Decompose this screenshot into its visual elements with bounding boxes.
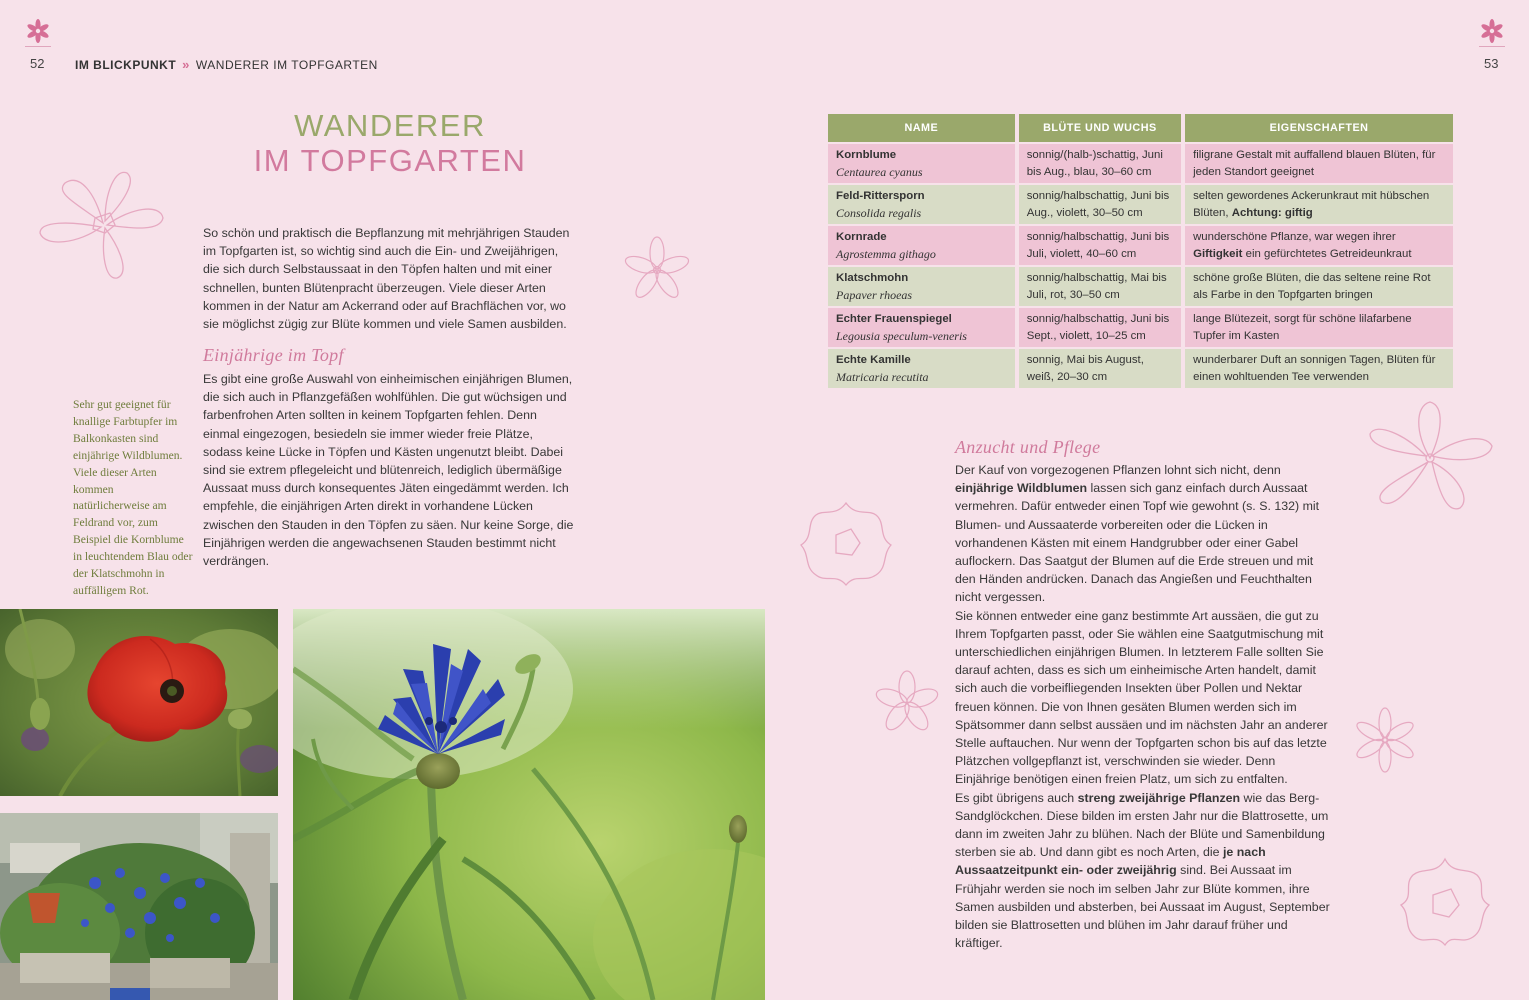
flower-outline-icon bbox=[1395, 855, 1495, 950]
flower-outline-icon bbox=[622, 236, 692, 304]
props-cell: lange Blütezeit, sorgt für schöne lilafarbene Tupfer im Kasten bbox=[1185, 308, 1453, 347]
topic-label: WANDERER IM TOPFGARTEN bbox=[195, 58, 378, 72]
highlight: je nach Aussaatzeitpunkt ein- oder zweijährig bbox=[955, 845, 1266, 878]
plant-name: Kornrade bbox=[836, 231, 887, 243]
page-number-left: 52 bbox=[30, 56, 45, 71]
section1-text: Es gibt eine große Auswahl von einheimischen einjährigen Blumen, die sich auch in Pflanzgefäßen wohlfühlen. Die gut wüchsigen und farbenfrohen Arten sollten in keinem Topfgarten fehlen. Denn einmal eingezogen, besiedeln sie immer wieder freie Plätze, sodass keine Lücke in Töpfen und Kästen ungenutzt bleibt. Dabei sind sie extrem pflegeleicht und blütenreich, lediglich übermäßige Aussaat muss durch konsequentes Jäten eingedämmt werden. Ich empfehle, die einjährigen Arten direkt in vorhandene Lücken zwischen den Stauden in den Töpfen zu säen. Nur keine Sorge, die Einjährigen werden die angewachsenen Stauden bestimmt nicht verdrängen. bbox=[203, 372, 574, 569]
flower-outline-icon bbox=[35, 163, 175, 283]
bloom-cell: sonnig/halbschattig, Juni bis Sept., violett, 10–25 cm bbox=[1019, 308, 1181, 347]
plant-cell bbox=[828, 226, 1015, 265]
article-title-line2: IM TOPFGARTEN bbox=[253, 143, 527, 178]
intro-text: So schön und praktisch die Bepflanzung mit mehrjährigen Stauden im Topfgarten ist, so wichtig sind auch die Ein- und Zweijährigen, die sich durch Selbstaussaat in den Töpfen halten und mit einer schnellen, bunten Blütenpracht überzeugen. Viele dieser Arten kommen in der Natur am Ackerrand oder auf Brachflächen vor, wo sie möglichst zügig zur Blüte kommen und viele Samen ausbilden. bbox=[203, 226, 570, 332]
text: lassen sich ganz einfach durch Aussaat vermehren. Dafür entweder einen Topf wie gewohnt (s. S. 132) mit Blumen- und Aussaaterde vorbereiten oder die Lücken in vorhandenen Kästen mit einem Handgrubber oder einer Gabel auflockern. Das Saatgut der Blumen auf die Erde streuen und mit den Händen andrücken. Danach das Angießen und Feuchthalten nicht vergessen. bbox=[955, 481, 1320, 605]
caption-text: Sehr gut geeignet für knallige Farbtupfer im Balkonkasten sind einjährige Wildblumen. Viele dieser Arten kommen natürlicherweise am Feldrand vor, zum Beispiel die Kornblume in leuchtendem Blau oder der Klatschmohn in auffälligem Rot. bbox=[73, 398, 193, 597]
highlight: streng zweijährige Pflanzen bbox=[1077, 790, 1241, 805]
highlight: einjährige Wildblumen bbox=[955, 481, 1088, 496]
table-row bbox=[828, 267, 1453, 306]
page-rule bbox=[25, 46, 51, 47]
paragraph bbox=[955, 789, 1333, 953]
plant-cell bbox=[828, 185, 1015, 224]
text: Es gibt übrigens auch bbox=[955, 790, 1078, 805]
plant-cell bbox=[828, 267, 1015, 306]
props-cell: wunderbarer Duft an sonnigen Tagen, Blüten für einen wohltuenden Tee verwenden bbox=[1185, 349, 1453, 388]
running-header bbox=[75, 57, 378, 72]
table-row bbox=[828, 349, 1453, 388]
plant-cell bbox=[828, 308, 1015, 347]
bloom-cell: sonnig, Mai bis August, weiß, 20–30 cm bbox=[1019, 349, 1181, 388]
plant-name: Kornblume bbox=[836, 149, 897, 161]
flower-outline-icon bbox=[872, 668, 942, 738]
plant-latin: Consolida regalis bbox=[836, 205, 922, 220]
text: wie das Berg-Sandglöckchen. Diese bilden im ersten Jahr nur die Blattrosette, um dann im zweiten Jahr zu blühen. Nach der Blüte und Samenbildung sterben sie ab. Und dann gibt es noch Arten, die bbox=[955, 790, 1329, 860]
table-header-properties: EIGENSCHAFTEN bbox=[1185, 114, 1453, 142]
props-highlight: Giftigkeit bbox=[1193, 247, 1243, 260]
plants-table bbox=[824, 112, 1457, 390]
poppy-photo bbox=[0, 609, 278, 796]
table-header-row bbox=[828, 114, 1453, 142]
plant-latin: Papaver rhoeas bbox=[836, 287, 913, 302]
flower-outline-icon bbox=[796, 497, 896, 589]
table-header-bloom: BLÜTE UND WUCHS bbox=[1019, 114, 1181, 142]
props-highlight: Achtung: giftig bbox=[1231, 206, 1313, 219]
text: sind. Bei Aussaat im Frühjahr werden sie noch im selben Jahr zur Blüte kommen, ihre Samen ausbilden und absterben, bei Aussaat im August, September bilden sie Blattrosetten und blühen im Jahr darauf früher und kräftiger. bbox=[955, 863, 1330, 951]
props-cell bbox=[1185, 226, 1453, 265]
flower-outline-icon bbox=[1360, 398, 1500, 520]
plant-name: Echter Frauenspiegel bbox=[836, 313, 952, 325]
plant-latin: Legousia speculum-veneris bbox=[836, 328, 967, 343]
section-paragraph bbox=[955, 461, 1333, 952]
props-cell: filigrane Gestalt mit auffallend blauen Blüten, für jeden Standort geeignet bbox=[1185, 144, 1453, 183]
chevron-right-icon: » bbox=[182, 57, 190, 72]
props-cell bbox=[1185, 185, 1453, 224]
table-row bbox=[828, 226, 1453, 265]
flower-icon bbox=[1479, 18, 1505, 44]
plant-cell bbox=[828, 349, 1015, 388]
props-cell: schöne große Blüten, die das seltene reine Rot als Farbe in den Topfgarten bringen bbox=[1185, 267, 1453, 306]
plant-latin: Agrostemma githago bbox=[836, 246, 936, 261]
bloom-cell: sonnig/halbschattig, Juni bis Juli, violett, 40–60 cm bbox=[1019, 226, 1181, 265]
cornflower-photo bbox=[293, 609, 765, 1000]
text: Der Kauf von vorgezogenen Pflanzen lohnt sich nicht, denn bbox=[955, 463, 1281, 477]
plant-cell bbox=[828, 144, 1015, 183]
plant-name: Klatschmohn bbox=[836, 272, 909, 284]
table-header-name: NAME bbox=[828, 114, 1015, 142]
flower-icon bbox=[25, 18, 51, 44]
page-rule bbox=[1479, 46, 1505, 47]
bloom-cell: sonnig/(halb-)schattig, Juni bis Aug., blau, 30–60 cm bbox=[1019, 144, 1181, 183]
plant-name: Echte Kamille bbox=[836, 354, 911, 366]
plant-latin: Matricaria recutita bbox=[836, 369, 929, 384]
plant-name: Feld-Rittersporn bbox=[836, 190, 925, 202]
section-paragraph bbox=[203, 370, 575, 570]
article-title-line1: WANDERER bbox=[294, 108, 486, 143]
flower-outline-icon bbox=[1350, 705, 1420, 775]
paragraph bbox=[955, 461, 1333, 607]
table-row bbox=[828, 185, 1453, 224]
photo-caption bbox=[73, 397, 193, 600]
section-heading: Einjährige im Topf bbox=[203, 345, 344, 365]
section-heading: Anzucht und Pflege bbox=[955, 437, 1101, 457]
section-label: IM BLICKPUNKT bbox=[75, 58, 177, 72]
props-text: wunderschöne Pflanze, war wegen ihrer bbox=[1193, 231, 1396, 243]
plant-latin: Centaurea cyanus bbox=[836, 164, 923, 179]
props-text: ein gefürchtetes Getreideunkraut bbox=[1242, 247, 1412, 260]
table-row bbox=[828, 308, 1453, 347]
bloom-cell: sonnig/halbschattig, Juni bis Aug., violett, 30–50 cm bbox=[1019, 185, 1181, 224]
table-row bbox=[828, 144, 1453, 183]
intro-paragraph bbox=[203, 224, 575, 333]
bloom-cell: sonnig/halbschattig, Mai bis Juli, rot, 30–50 cm bbox=[1019, 267, 1181, 306]
props-text: selten gewordenes Ackerunkraut mit hübschen Blüten, bbox=[1193, 190, 1430, 219]
paragraph: Sie können entweder eine ganz bestimmte Art aussäen, die gut zu Ihrem Topfgarten passt, oder Sie wählen eine Saatgutmischung mit unterschiedlichen einjährigen Blumen. In letzterem Falle sollten Sie darauf achten, dass es sich um einheimische Arten handelt, damit sich auch die vorbeifliegenden Insekten über Pollen und Nektar freuen können. Die von Ihnen gesäten Blumen werden sich im Spätsommer dann selbst aussäen und im nächsten Jahr an anderer Stelle auftauchen. Nur wenn der Topfgarten schon bis auf das letzte Plätzchen vollgepflanzt ist, verschwinden sie wieder. Denn Einjährige benötigen einen freien Platz, um sich zu entfalten. bbox=[955, 608, 1328, 787]
page-number-right: 53 bbox=[1484, 56, 1499, 71]
cornflower-pots-photo bbox=[0, 813, 278, 1000]
